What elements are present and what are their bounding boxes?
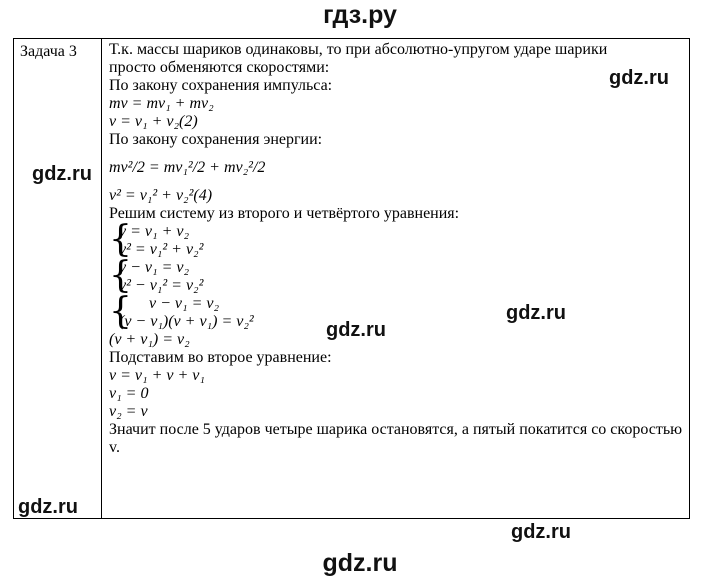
watermark-bottom: gdz.ru: [322, 549, 398, 577]
system-1-eq-a: v = v₁ + v₂: [119, 223, 190, 240]
system-2-eq-a: v − v₁ = v₂: [119, 259, 190, 276]
task-label: Задача 3: [20, 43, 77, 60]
system-1-eq-b: v² = v₁² + v₂²: [119, 241, 204, 258]
equation-6: v = v₁ + v + v₁: [109, 367, 205, 384]
intro-line-1: Т.к. массы шариков одинаковы, то при абсолютно-упругом ударе шарики: [109, 41, 608, 58]
equation-7: v₁ = 0: [109, 385, 149, 402]
watermark-top: гдз.ру: [323, 1, 397, 29]
system-3-eq-a: v − v₁ = v₂: [149, 295, 220, 312]
system-heading: Решим систему из второго и четвёртого уравнения:: [109, 205, 460, 222]
equation-5: (v + v₁) = v₂: [109, 331, 190, 348]
conclusion-text: Значит после 5 ударов четыре шарика остановятся, а пятый покатится со скоростью v.: [109, 421, 683, 456]
system-2-eq-b: v² − v₁² = v₂²: [119, 277, 204, 294]
brace-icon: {: [109, 291, 132, 332]
system-2: [109, 255, 687, 296]
equation-8: v₂ = v: [109, 403, 148, 420]
momentum-heading: По закону сохранения импульса:: [109, 77, 333, 94]
system-1: [109, 219, 687, 260]
equation-4: v² = v₁² + v₂²(4): [109, 187, 213, 204]
substitute-heading: Подставим во второе уравнение:: [109, 349, 332, 366]
system-3: [109, 291, 687, 332]
energy-heading: По закону сохранения энергии:: [109, 131, 323, 148]
watermark-6: gdz.ru: [511, 521, 571, 543]
watermark-3: gdz.ru: [506, 302, 566, 324]
system-3-eq-b: (v − v₁)(v + v₁) = v₂²: [119, 313, 254, 330]
solution-content: [109, 41, 687, 457]
brace-icon: {: [109, 219, 132, 260]
equation-energy: mv²/2 = mv₁²/2 + mv₂²/2: [109, 159, 266, 176]
watermark-1: gdz.ru: [609, 67, 669, 89]
intro-line-2: просто обменяются скоростями:: [109, 59, 330, 76]
table-column-divider: [101, 38, 102, 519]
brace-icon: {: [109, 255, 132, 296]
equation-momentum: mv = mv₁ + mv₂: [109, 95, 214, 112]
watermark-4: gdz.ru: [326, 319, 386, 341]
watermark-5: gdz.ru: [18, 496, 78, 518]
equation-2: v = v₁ + v₂(2): [109, 113, 198, 130]
watermark-2: gdz.ru: [32, 163, 92, 185]
